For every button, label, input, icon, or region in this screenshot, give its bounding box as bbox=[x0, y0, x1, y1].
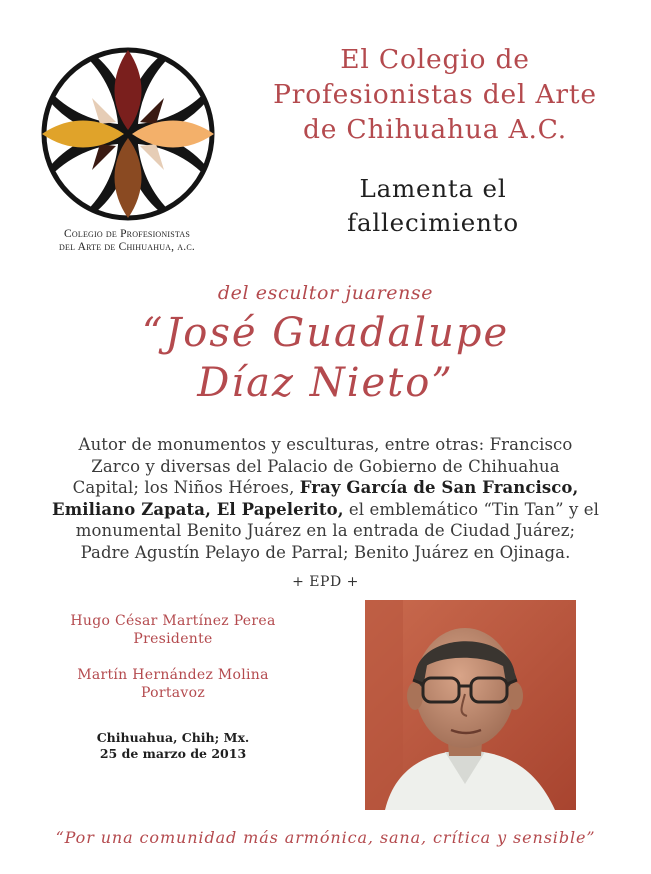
bio-line bbox=[20, 499, 631, 521]
lament-line1: Lamenta el bbox=[359, 174, 507, 203]
lament-heading bbox=[300, 172, 566, 240]
bio-line bbox=[20, 477, 631, 499]
biography bbox=[20, 434, 631, 564]
date: 25 de marzo de 2013 bbox=[99, 746, 247, 761]
name-line2: Díaz Nieto” bbox=[197, 360, 454, 406]
bio-bold-text: Fray García de San Francisco, bbox=[299, 478, 579, 498]
bio-line: Padre Agustín Pelayo de Parral; Benito Juárez en Ojinaga. bbox=[80, 542, 571, 562]
organization-title bbox=[236, 42, 634, 147]
name-line1: “José Guadalupe bbox=[141, 310, 510, 356]
signatory-name: Martín Hernández Molina bbox=[77, 667, 269, 683]
bio-line: monumental Benito Juárez en la entrada de Ciudad Juárez; bbox=[75, 521, 576, 541]
org-title-line3: de Chihuahua A.C. bbox=[302, 114, 568, 145]
signatories bbox=[20, 612, 326, 702]
subtitle: del escultor juarense bbox=[217, 282, 434, 304]
place-date bbox=[20, 730, 326, 762]
logo-caption-line2: del Arte de Chihuahua, a.c. bbox=[59, 241, 195, 253]
org-title-line2: Profesionistas del Arte bbox=[273, 79, 597, 110]
place: Chihuahua, Chih; Mx. bbox=[96, 730, 250, 745]
epd-text: + EPD + bbox=[292, 574, 359, 590]
deceased-name bbox=[0, 308, 651, 408]
bio-line: Zarco y diversas del Palacio de Gobierno de Chihuahua bbox=[91, 456, 560, 476]
signatory-name: Hugo César Martínez Perea bbox=[70, 613, 276, 629]
colegio-logo-icon bbox=[30, 42, 226, 226]
bio-bold-text: Emiliano Zapata, El Papelerito, bbox=[52, 499, 344, 519]
signatory-role: Portavoz bbox=[140, 685, 206, 701]
motto: “Por una comunidad más armónica, sana, crítica y sensible” bbox=[55, 828, 596, 847]
signatory-role: Presidente bbox=[133, 631, 213, 647]
portrait-photo-icon bbox=[365, 600, 576, 810]
bio-text: Capital; los Niños Héroes, bbox=[72, 478, 300, 498]
logo-caption-line1: Colegio de Profesionistas bbox=[64, 228, 190, 240]
org-title-line1: El Colegio de bbox=[340, 44, 530, 75]
bio-line: Autor de monumentos y esculturas, entre otras: Francisco bbox=[78, 435, 573, 454]
bio-text: el emblemático “Tin Tan” y el bbox=[343, 499, 599, 519]
logo-caption bbox=[14, 228, 240, 254]
lament-line2: fallecimiento bbox=[347, 208, 519, 237]
